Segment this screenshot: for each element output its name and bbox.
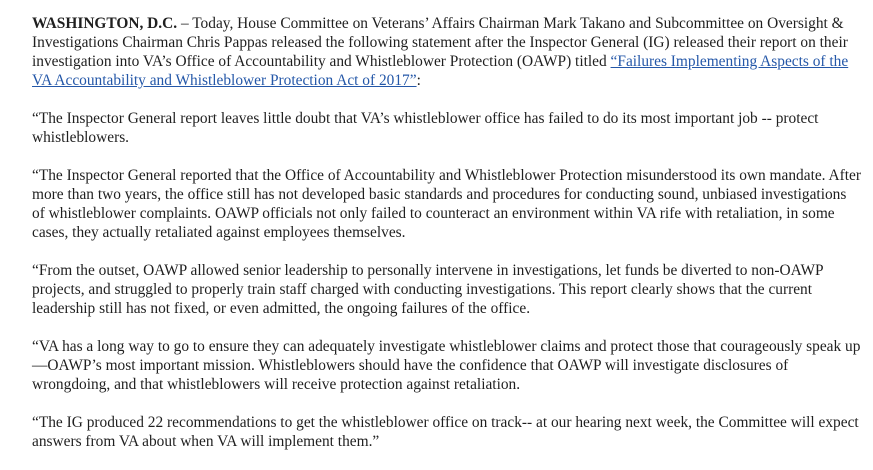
statement-paragraph-2: “The Inspector General reported that the Office of Accountability and Whistleblower Protection misunderstood its own mandate. After more than two years, the office still has not developed basic standards and procedures for conducting sound, unbiased investigations of whistleblower complaints. OAWP officials not only failed to counteract an environment within VA rife with retaliation, in some cases, they actually retaliated against employees themselves.	[32, 167, 861, 241]
intro-text-end: :	[416, 72, 421, 89]
statement-paragraph-5: “The IG produced 22 recommendations to get the whistleblower office on track-- at our hearing next week, the Committee will expect answers from VA about when VA will implement them.”	[32, 414, 859, 450]
statement-paragraph-4: “VA has a long way to go to ensure they can adequately investigate whistleblower claims and protect those that courageously speak up—OAWP’s most important mission. Whistleblowers should have the confidence that OAWP will investigate disclosures of wrongdoing, and that whistleblowers will receive protection against retaliation.	[32, 338, 861, 393]
ig-report-link[interactable]: “Failures Implementing Aspects of the VA Accountability and Whistleblower Protection Act of 2017”	[32, 53, 849, 89]
intro-text: – Today, House Committee on Veterans’ Affairs Chairman Mark Takano and Subcommittee on Oversight & Investigations Chairman Chris Pappas released the following statement after the Inspector General (IG) released their report on their investigation into VA’s Office of Accountability and Whistleblower Protection (OAWP) titled	[32, 15, 848, 70]
statement-paragraph-1: “The Inspector General report leaves little doubt that VA’s whistleblower office has failed to do its most important job -- protect whistleblowers.	[32, 110, 819, 146]
dateline: WASHINGTON, D.C.	[32, 15, 178, 32]
press-release-body	[32, 14, 862, 470]
intro-paragraph	[32, 14, 862, 90]
statement-paragraph-3: “From the outset, OAWP allowed senior leadership to personally intervene in investigations, let funds be diverted to non-OAWP projects, and struggled to properly train staff charged with conducting investigations. This report clearly shows that the current leadership still has not fixed, or even admitted, the ongoing failures of the office.	[32, 262, 823, 317]
